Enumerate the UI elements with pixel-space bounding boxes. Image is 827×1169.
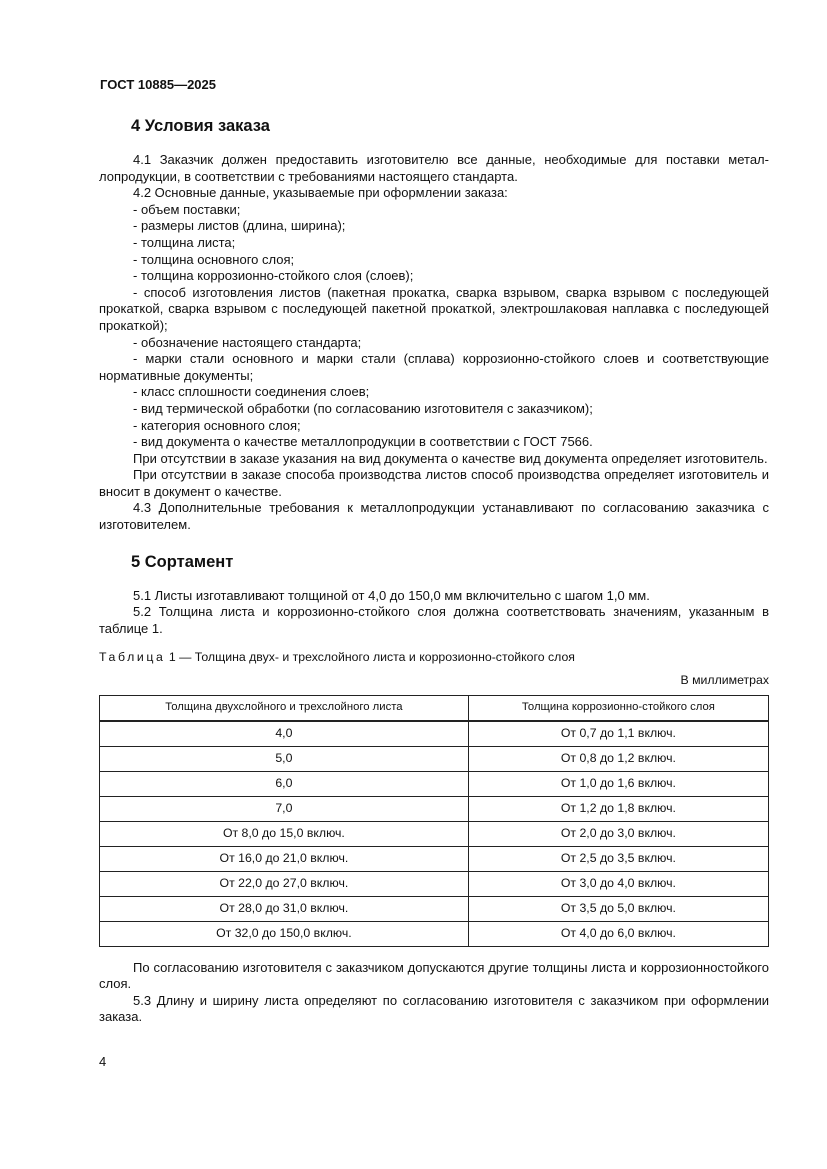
list-item: - объем поставки; [133, 201, 241, 217]
clause-5-1: 5.1 Листы изготавливают толщиной от 4,0 до 150,0 мм включительно с шагом 1,0 мм. [133, 587, 650, 603]
column-header-sheet-thickness: Толщина двухслойного и трехслойного листа [100, 695, 469, 721]
list-item: - вид термической обработки (по согласованию изготовителя с заказчиком); [133, 400, 593, 416]
table-row [100, 721, 769, 747]
clause-4-2: 4.2 Основные данные, указываемые при оформлении заказа: [133, 185, 508, 201]
list-item: - марки стали основного и марки стали (сплава) коррозионно-стойкого слоев и соответствующие нормативные документы; [99, 351, 769, 383]
table-cell: От 0,7 до 1,1 включ. [468, 721, 768, 747]
list-item: - категория основного слоя; [133, 417, 301, 433]
list-item: - толщина листа; [133, 234, 236, 250]
table-row [100, 871, 769, 896]
list-item: - обозначение настоящего стандарта; [133, 334, 362, 350]
section-4-heading: 4 Условия заказа [131, 117, 270, 135]
table-cell: От 22,0 до 27,0 включ. [100, 871, 469, 896]
clause-4-3: 4.3 Дополнительные требования к металлопродукции устанавливают по согласованию заказчика с изготовителем. [99, 500, 769, 533]
table-caption [99, 649, 769, 666]
clause-5-2: 5.2 Толщина листа и коррозионно-стойкого слоя должна соответствовать значениям, указанным в таблице 1. [99, 604, 769, 636]
table-row [100, 771, 769, 796]
table-cell: От 1,0 до 1,6 включ. [468, 771, 768, 796]
list-item: - толщина основного слоя; [133, 251, 295, 267]
table-cell: 7,0 [100, 796, 469, 821]
table-cell: От 2,5 до 3,5 включ. [468, 846, 768, 871]
page-content [99, 116, 769, 1026]
table-cell: От 1,2 до 1,8 включ. [468, 796, 768, 821]
column-header-layer-thickness: Толщина коррозионно-стойкого слоя [468, 695, 768, 721]
table-cell: От 3,5 до 5,0 включ. [468, 896, 768, 921]
clause-4-1: 4.1 Заказчик должен предоставить изготовителю все данные, необходимые для поставки металлопродукции, в соответствии с требованиями настоящего стандарта. [99, 152, 769, 184]
page-number: 4 [99, 1054, 107, 1069]
table-label: Таблица [99, 650, 166, 665]
table-row [100, 821, 769, 846]
list-item: - способ изготовления листов (пакетная прокатка, сварка взрывом, сварка взрывом с последующей прокаткой, сварка взрывом с последующей пакетной прокаткой, электрошлаковая наплавка с последующей прокаткой); [99, 284, 769, 333]
table-cell: 5,0 [100, 746, 469, 771]
table-cell: От 3,0 до 4,0 включ. [468, 871, 768, 896]
clause-4-2-note-2: При отсутствии в заказе способа производства листов способ производства определяет изготовитель и вносит в документ о качестве. [99, 467, 769, 499]
list-item: - толщина коррозионно-стойкого слоя (слоев); [133, 268, 414, 284]
clause-4-2-note-1: При отсутствии в заказе указания на вид документа о качестве вид документа определяет изготовитель. [133, 450, 768, 466]
list-item: - вид документа о качестве металлопродукции в соответствии с ГОСТ 7566. [133, 434, 593, 450]
table-header-row [100, 695, 769, 721]
table-cell: От 2,0 до 3,0 включ. [468, 821, 768, 846]
table-note: По согласованию изготовителя с заказчиком допускаются другие толщины листа и коррозионностойкого слоя. [99, 959, 769, 992]
table-cell: От 0,8 до 1,2 включ. [468, 746, 768, 771]
section-5-heading: 5 Сортамент [131, 552, 234, 571]
table-row [100, 796, 769, 821]
table-row [100, 746, 769, 771]
clause-5-3: 5.3 Длину и ширину листа определяют по согласованию изготовителя с заказчиком при оформлении заказа. [99, 992, 769, 1025]
table-cell: От 8,0 до 15,0 включ. [100, 821, 469, 846]
standard-code-header: ГОСТ 10885—2025 [100, 77, 216, 92]
table-row [100, 846, 769, 871]
table-units: В миллиметрах [680, 673, 769, 688]
table-cell: От 16,0 до 21,0 включ. [100, 846, 469, 871]
table-row [100, 896, 769, 921]
table-cell: От 32,0 до 150,0 включ. [100, 921, 469, 946]
table-cell: От 4,0 до 6,0 включ. [468, 921, 768, 946]
table-cell: 4,0 [100, 721, 469, 747]
table-cell: 6,0 [100, 771, 469, 796]
table-row [100, 921, 769, 946]
table-caption-text: 1 — Толщина двух- и трехслойного листа и коррозионно-стойкого слоя [165, 650, 575, 665]
thickness-table [99, 695, 769, 947]
list-item: - размеры листов (длина, ширина); [133, 218, 346, 234]
list-item: - класс сплошности соединения слоев; [133, 384, 370, 400]
table-cell: От 28,0 до 31,0 включ. [100, 896, 469, 921]
